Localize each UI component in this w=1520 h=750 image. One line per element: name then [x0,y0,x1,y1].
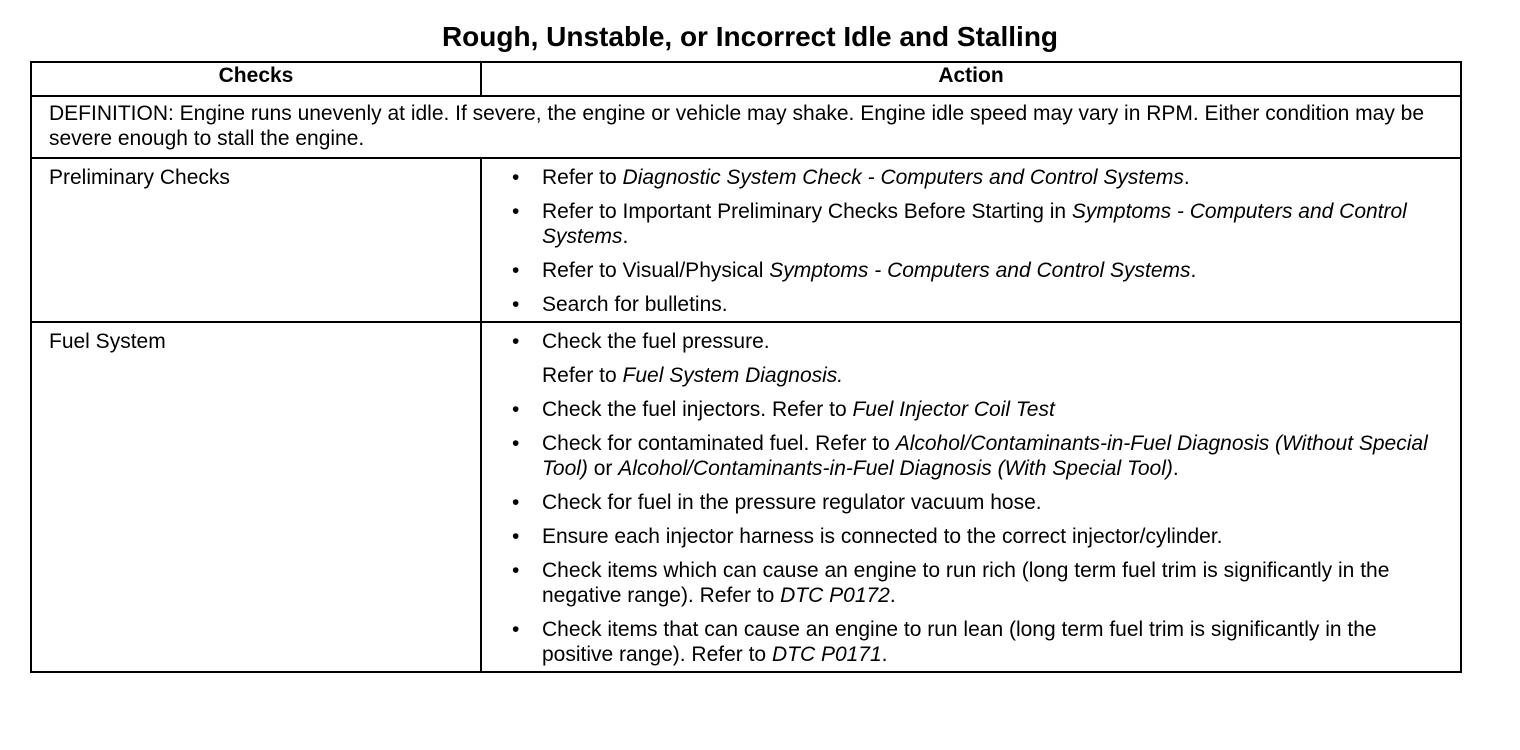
action-item: • Check the fuel pressure. Refer to Fuel System Diagnosis. [512,329,1440,388]
table-row [31,322,1461,672]
action-note: Refer to Fuel System Diagnosis. [542,364,844,387]
action-list [512,165,1440,317]
bullet: • [512,618,520,641]
column-header-checks: Checks [31,62,481,96]
reference-link: Alcohol/Contaminants-in-Fuel Diagnosis (Without Special Tool) [542,432,1428,480]
diagnostic-table [30,61,1462,673]
check-label: Fuel System [31,322,481,672]
table-header-row [31,62,1461,96]
action-item: • Check items which can cause an engine to run rich (long term fuel trim is significantly in the negative range). Refer to DTC P0172. [512,559,1390,607]
page-title: Rough, Unstable, or Incorrect Idle and Stalling [441,21,1059,52]
action-item: • Check the fuel injectors. Refer to Fuel Injector Coil Test [512,398,1055,421]
bullet: • [512,491,520,514]
bullet: • [512,398,520,421]
action-list [512,329,1440,667]
bullet: • [512,432,520,455]
bullet: • [512,259,520,282]
column-header-action: Action [481,62,1461,96]
check-label: Preliminary Checks [31,158,481,322]
action-cell [481,322,1461,672]
reference-link: Fuel Injector Coil Test [852,398,1055,421]
bullet: • [512,166,520,189]
reference-link: Alcohol/Contaminants-in-Fuel Diagnosis (With Special Tool) [618,457,1173,480]
action-item: • Refer to Diagnostic System Check - Computers and Control Systems. [512,166,1190,189]
reference-link: Diagnostic System Check - Computers and Control Systems [622,166,1184,189]
definition-row [31,96,1461,158]
bullet: • [512,293,520,316]
reference-link: Symptoms - Computers and Control Systems [769,259,1191,282]
action-item: • Check for fuel in the pressure regulator vacuum hose. [512,491,1042,514]
bullet: • [512,559,520,582]
action-item: • Refer to Visual/Physical Symptoms - Computers and Control Systems. [512,259,1197,282]
bullet: • [512,525,520,548]
reference-link: Fuel System Diagnosis. [622,364,844,387]
bullet: • [512,330,520,353]
action-item: • Refer to Important Preliminary Checks Before Starting in Symptoms - Computers and Control Systems. [512,200,1407,248]
bullet: • [512,200,520,223]
action-item: • Check for contaminated fuel. Refer to Alcohol/Contaminants-in-Fuel Diagnosis (Without Special Tool) or Alcohol/Contaminants-in-Fuel Diagnosis (With Special Tool). [512,432,1428,480]
action-cell [481,158,1461,322]
action-item: • Ensure each injector harness is connected to the correct injector/cylinder. [512,525,1223,548]
action-item: • Search for bulletins. [512,293,728,316]
reference-link: Symptoms - Computers and Control Systems [542,200,1407,248]
reference-link: DTC P0171 [771,643,882,666]
definition-text: DEFINITION: Engine runs unevenly at idle. If severe, the engine or vehicle may shake. Engine idle speed may vary in RPM. Either condition may be severe enough to stall the engine. [31,96,1461,158]
reference-link: DTC P0172 [780,584,890,607]
action-item: • Check items that can cause an engine to run lean (long term fuel trim is significantly in the positive range). Refer to DTC P0171. [512,618,1377,666]
table-row [31,158,1461,322]
